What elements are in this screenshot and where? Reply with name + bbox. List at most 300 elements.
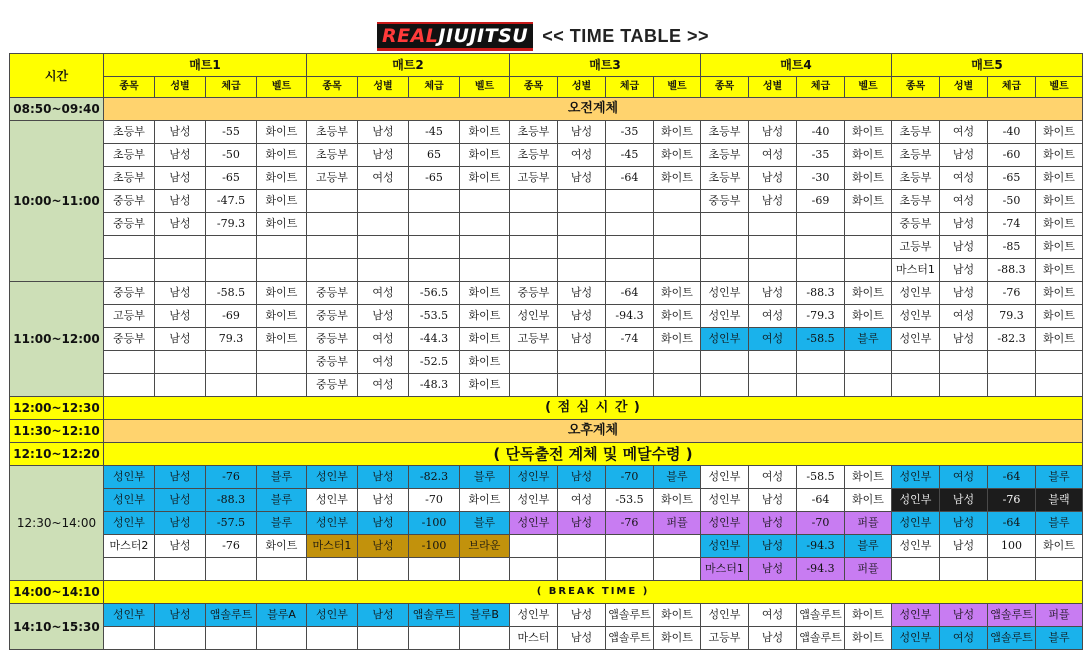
mat4-division-cell: 성인부	[701, 512, 749, 535]
mat5-weight-cell: -88.3	[988, 259, 1036, 282]
mat5-division-cell: 초등부	[892, 190, 940, 213]
mat2-division-cell: 중등부	[307, 305, 358, 328]
mat3-division-cell: 중등부	[510, 282, 558, 305]
mat4-division-cell	[701, 351, 749, 374]
time-slot: 12:30~14:00	[10, 466, 104, 581]
mat3-gender-cell	[558, 213, 606, 236]
sub-header-division: 종목	[510, 77, 558, 98]
mat2-division-cell: 성인부	[307, 512, 358, 535]
mat5-gender-cell	[940, 374, 988, 397]
mat1-gender-cell: 남성	[155, 121, 206, 144]
mat5-gender-cell: 남성	[940, 259, 988, 282]
mat3-division-cell	[510, 535, 558, 558]
mat2-weight-cell	[409, 558, 460, 581]
mat3-division-cell	[510, 351, 558, 374]
mat1-division-cell	[104, 627, 155, 650]
mat3-belt-cell	[654, 535, 701, 558]
mat1-weight-cell: -57.5	[206, 512, 257, 535]
mat1-division-cell: 성인부	[104, 604, 155, 627]
mat5-division-cell	[892, 351, 940, 374]
mat2-gender-cell: 남성	[358, 512, 409, 535]
mat5-weight-cell: 79.3	[988, 305, 1036, 328]
mat2-belt-cell: 블루	[460, 466, 510, 489]
mat5-gender-cell: 남성	[940, 213, 988, 236]
mat2-belt-cell: 화이트	[460, 121, 510, 144]
mat4-division-cell: 고등부	[701, 627, 749, 650]
mat5-belt-cell: 퍼플	[1036, 604, 1083, 627]
mat1-division-cell: 마스터2	[104, 535, 155, 558]
mat1-weight-cell: -88.3	[206, 489, 257, 512]
mat1-division-cell	[104, 259, 155, 282]
mat4-gender-cell: 남성	[749, 627, 797, 650]
table-row	[10, 604, 1083, 627]
mat4-weight-cell: -70	[797, 512, 845, 535]
mat2-division-cell: 마스터1	[307, 535, 358, 558]
mat2-division-cell: 중등부	[307, 374, 358, 397]
mat5-weight-cell: -64	[988, 466, 1036, 489]
mat4-division-cell: 성인부	[701, 604, 749, 627]
mat2-division-cell	[307, 627, 358, 650]
sub-header-weight: 체급	[606, 77, 654, 98]
mat2-gender-cell	[358, 190, 409, 213]
mat5-weight-cell: -40	[988, 121, 1036, 144]
mat4-gender-cell: 남성	[749, 558, 797, 581]
table-row	[10, 535, 1083, 558]
mat5-division-cell: 중등부	[892, 213, 940, 236]
mat3-belt-cell: 화이트	[654, 305, 701, 328]
mat2-weight-cell: -82.3	[409, 466, 460, 489]
mat4-gender-cell: 여성	[749, 604, 797, 627]
mat3-division-cell: 성인부	[510, 305, 558, 328]
mat2-belt-cell: 화이트	[460, 328, 510, 351]
mat3-gender-cell: 남성	[558, 167, 606, 190]
mat3-gender-cell	[558, 351, 606, 374]
band-row	[10, 98, 1083, 121]
mat3-belt-cell: 화이트	[654, 167, 701, 190]
table-row	[10, 374, 1083, 397]
table-row	[10, 236, 1083, 259]
mat5-weight-cell: -85	[988, 236, 1036, 259]
mat5-weight-cell: 앱솔루트	[988, 604, 1036, 627]
session-band: 오후계체	[104, 420, 1083, 443]
sub-header-gender: 성별	[940, 77, 988, 98]
mat2-gender-cell: 남성	[358, 604, 409, 627]
mat1-gender-cell: 남성	[155, 305, 206, 328]
mat3-weight-cell: -53.5	[606, 489, 654, 512]
sub-header-gender: 성별	[155, 77, 206, 98]
mat3-weight-cell: 앱솔루트	[606, 627, 654, 650]
mat5-belt-cell: 화이트	[1036, 144, 1083, 167]
sub-header-weight: 체급	[206, 77, 257, 98]
table-row	[10, 213, 1083, 236]
mat5-division-cell: 성인부	[892, 282, 940, 305]
mat2-gender-cell: 남성	[358, 121, 409, 144]
mat2-weight-cell: -65	[409, 167, 460, 190]
table-row	[10, 489, 1083, 512]
mat2-weight-cell	[409, 190, 460, 213]
mat2-belt-cell	[460, 259, 510, 282]
mat1-division-cell: 초등부	[104, 167, 155, 190]
mat2-gender-cell: 남성	[358, 305, 409, 328]
mat3-weight-cell	[606, 558, 654, 581]
mat2-weight-cell: -100	[409, 535, 460, 558]
sub-header-division: 종목	[104, 77, 155, 98]
mat5-division-cell: 성인부	[892, 604, 940, 627]
mat3-gender-cell: 남성	[558, 282, 606, 305]
mat1-weight-cell	[206, 627, 257, 650]
mat5-gender-cell	[940, 558, 988, 581]
realjiujitsu-logo: REALJIUJITSU	[377, 22, 533, 51]
mat5-weight-cell: -76	[988, 489, 1036, 512]
table-row	[10, 512, 1083, 535]
sub-header-belt: 벨트	[460, 77, 510, 98]
mat1-belt-cell: 화이트	[257, 213, 307, 236]
mat2-belt-cell: 화이트	[460, 305, 510, 328]
mat4-belt-cell: 퍼플	[845, 558, 892, 581]
mat3-gender-cell	[558, 558, 606, 581]
mat4-weight-cell	[797, 259, 845, 282]
mat2-belt-cell: 화이트	[460, 351, 510, 374]
mat1-belt-cell: 블루	[257, 512, 307, 535]
mat4-belt-cell	[845, 259, 892, 282]
mat5-weight-cell: -74	[988, 213, 1036, 236]
mat4-division-cell	[701, 259, 749, 282]
mat1-gender-cell: 남성	[155, 282, 206, 305]
mat-header-3: 매트3	[510, 54, 701, 77]
mat4-gender-cell: 여성	[749, 144, 797, 167]
mat4-weight-cell: -69	[797, 190, 845, 213]
mat1-weight-cell: -58.5	[206, 282, 257, 305]
mat5-gender-cell: 남성	[940, 236, 988, 259]
mat4-division-cell	[701, 213, 749, 236]
sub-header-belt: 벨트	[654, 77, 701, 98]
sub-header-gender: 성별	[358, 77, 409, 98]
sub-header-division: 종목	[701, 77, 749, 98]
mat3-division-cell	[510, 213, 558, 236]
mat2-weight-cell	[409, 259, 460, 282]
mat3-gender-cell: 여성	[558, 144, 606, 167]
mat4-belt-cell: 화이트	[845, 627, 892, 650]
mat3-weight-cell: -70	[606, 466, 654, 489]
mat2-gender-cell: 여성	[358, 328, 409, 351]
mat1-belt-cell: 화이트	[257, 121, 307, 144]
mat2-weight-cell	[409, 213, 460, 236]
mat2-division-cell	[307, 190, 358, 213]
mat1-belt-cell: 화이트	[257, 144, 307, 167]
mat1-gender-cell: 남성	[155, 466, 206, 489]
mat4-belt-cell: 화이트	[845, 144, 892, 167]
mat1-division-cell: 중등부	[104, 328, 155, 351]
mat5-weight-cell: -50	[988, 190, 1036, 213]
mat5-division-cell: 성인부	[892, 466, 940, 489]
mat2-gender-cell	[358, 236, 409, 259]
mat4-belt-cell: 화이트	[845, 466, 892, 489]
mat3-belt-cell	[654, 558, 701, 581]
mat4-belt-cell: 화이트	[845, 190, 892, 213]
table-row	[10, 466, 1083, 489]
mat3-weight-cell	[606, 259, 654, 282]
mat4-belt-cell	[845, 374, 892, 397]
mat2-gender-cell	[358, 627, 409, 650]
mat4-belt-cell: 화이트	[845, 167, 892, 190]
mat2-gender-cell: 여성	[358, 374, 409, 397]
mat5-division-cell: 성인부	[892, 305, 940, 328]
mat3-belt-cell	[654, 351, 701, 374]
mat5-weight-cell	[988, 558, 1036, 581]
mat2-division-cell: 초등부	[307, 121, 358, 144]
mat4-weight-cell: -79.3	[797, 305, 845, 328]
sub-header-weight: 체급	[409, 77, 460, 98]
table-row	[10, 259, 1083, 282]
mat5-gender-cell: 남성	[940, 604, 988, 627]
mat3-weight-cell	[606, 535, 654, 558]
mat5-division-cell: 성인부	[892, 512, 940, 535]
mat3-gender-cell: 여성	[558, 489, 606, 512]
mat4-division-cell: 초등부	[701, 167, 749, 190]
mat2-weight-cell: -45	[409, 121, 460, 144]
mat1-belt-cell: 화이트	[257, 305, 307, 328]
mat1-division-cell: 초등부	[104, 144, 155, 167]
mat2-gender-cell: 여성	[358, 282, 409, 305]
mat1-belt-cell	[257, 374, 307, 397]
mat4-weight-cell: 앱솔루트	[797, 604, 845, 627]
mat2-weight-cell: -44.3	[409, 328, 460, 351]
table-row	[10, 121, 1083, 144]
mat4-gender-cell	[749, 213, 797, 236]
mat2-belt-cell	[460, 558, 510, 581]
mat2-belt-cell: 브라운	[460, 535, 510, 558]
time-table	[9, 53, 1083, 650]
mat1-weight-cell: 79.3	[206, 328, 257, 351]
time-slot: 11:00~12:00	[10, 282, 104, 397]
mat1-division-cell: 성인부	[104, 466, 155, 489]
mat2-weight-cell: -53.5	[409, 305, 460, 328]
mat2-division-cell: 성인부	[307, 604, 358, 627]
mat2-belt-cell: 화이트	[460, 374, 510, 397]
time-slot: 12:10~12:20	[10, 443, 104, 466]
mat2-gender-cell: 여성	[358, 167, 409, 190]
mat3-weight-cell	[606, 374, 654, 397]
mat1-gender-cell	[155, 259, 206, 282]
mat4-division-cell: 성인부	[701, 305, 749, 328]
mat3-belt-cell	[654, 213, 701, 236]
mat3-weight-cell: -64	[606, 282, 654, 305]
mat5-division-cell: 고등부	[892, 236, 940, 259]
mat4-division-cell: 성인부	[701, 489, 749, 512]
mat5-belt-cell	[1036, 374, 1083, 397]
mat3-division-cell	[510, 190, 558, 213]
mat3-gender-cell	[558, 374, 606, 397]
mat5-gender-cell: 남성	[940, 144, 988, 167]
mat2-belt-cell	[460, 236, 510, 259]
mat3-gender-cell	[558, 259, 606, 282]
table-row	[10, 190, 1083, 213]
mat3-belt-cell	[654, 190, 701, 213]
mat3-division-cell: 성인부	[510, 466, 558, 489]
table-row	[10, 328, 1083, 351]
mat3-gender-cell: 남성	[558, 121, 606, 144]
mat5-gender-cell: 여성	[940, 121, 988, 144]
mat2-weight-cell: 65	[409, 144, 460, 167]
table-row	[10, 282, 1083, 305]
mat5-division-cell: 초등부	[892, 144, 940, 167]
mat1-weight-cell: -69	[206, 305, 257, 328]
mat3-belt-cell: 블루	[654, 466, 701, 489]
mat3-division-cell: 고등부	[510, 328, 558, 351]
mat2-belt-cell: 블루B	[460, 604, 510, 627]
mat1-weight-cell: -76	[206, 466, 257, 489]
mat1-division-cell	[104, 351, 155, 374]
mat4-weight-cell	[797, 374, 845, 397]
mat3-weight-cell: -35	[606, 121, 654, 144]
mat2-gender-cell: 남성	[358, 466, 409, 489]
mat3-weight-cell	[606, 236, 654, 259]
mat2-division-cell: 고등부	[307, 167, 358, 190]
mat2-gender-cell: 남성	[358, 489, 409, 512]
mat2-belt-cell: 화이트	[460, 282, 510, 305]
mat2-weight-cell	[409, 236, 460, 259]
mat5-belt-cell: 화이트	[1036, 213, 1083, 236]
mat3-division-cell	[510, 558, 558, 581]
sub-header-division: 종목	[307, 77, 358, 98]
mat3-division-cell	[510, 236, 558, 259]
mat1-weight-cell	[206, 259, 257, 282]
mat4-gender-cell: 남성	[749, 512, 797, 535]
mat4-gender-cell: 남성	[749, 167, 797, 190]
session-band: 오전계체	[104, 98, 1083, 121]
mat1-gender-cell	[155, 558, 206, 581]
mat2-division-cell: 성인부	[307, 489, 358, 512]
mat2-weight-cell: -70	[409, 489, 460, 512]
mat5-belt-cell: 블루	[1036, 512, 1083, 535]
title-text: << TIME TABLE >>	[542, 26, 709, 46]
table-row	[10, 627, 1083, 650]
mat5-weight-cell: 앱솔루트	[988, 627, 1036, 650]
mat1-division-cell: 중등부	[104, 282, 155, 305]
mat4-weight-cell: -30	[797, 167, 845, 190]
mat1-gender-cell: 남성	[155, 144, 206, 167]
mat4-belt-cell: 블루	[845, 535, 892, 558]
sub-header-division: 종목	[892, 77, 940, 98]
mat2-belt-cell	[460, 190, 510, 213]
mat4-belt-cell	[845, 351, 892, 374]
mat1-division-cell: 성인부	[104, 512, 155, 535]
mat4-weight-cell: -94.3	[797, 558, 845, 581]
mat4-gender-cell	[749, 374, 797, 397]
mat4-belt-cell: 화이트	[845, 489, 892, 512]
mat1-belt-cell	[257, 259, 307, 282]
mat5-weight-cell: -82.3	[988, 328, 1036, 351]
mat-header-5: 매트5	[892, 54, 1083, 77]
mat1-weight-cell: -47.5	[206, 190, 257, 213]
mat1-belt-cell	[257, 236, 307, 259]
mat5-division-cell: 성인부	[892, 328, 940, 351]
mat1-belt-cell	[257, 351, 307, 374]
mat3-belt-cell: 화이트	[654, 144, 701, 167]
mat4-belt-cell: 화이트	[845, 604, 892, 627]
mat3-division-cell	[510, 259, 558, 282]
mat2-weight-cell: -52.5	[409, 351, 460, 374]
mat5-weight-cell	[988, 374, 1036, 397]
mat3-division-cell: 성인부	[510, 604, 558, 627]
mat4-weight-cell: 앱솔루트	[797, 627, 845, 650]
mat4-gender-cell	[749, 351, 797, 374]
mat2-division-cell: 성인부	[307, 466, 358, 489]
mat2-division-cell: 중등부	[307, 328, 358, 351]
mat2-division-cell	[307, 558, 358, 581]
mat5-gender-cell: 여성	[940, 190, 988, 213]
mat4-division-cell: 중등부	[701, 190, 749, 213]
mat1-weight-cell: -76	[206, 535, 257, 558]
session-band: ( BREAK TIME )	[104, 581, 1083, 604]
mat3-division-cell: 성인부	[510, 512, 558, 535]
mat3-gender-cell: 남성	[558, 466, 606, 489]
header-mats-row	[10, 54, 1083, 77]
band-row	[10, 443, 1083, 466]
mat1-gender-cell: 남성	[155, 604, 206, 627]
mat2-weight-cell	[409, 627, 460, 650]
time-slot: 12:00~12:30	[10, 397, 104, 420]
mat4-division-cell: 초등부	[701, 121, 749, 144]
sub-header-gender: 성별	[558, 77, 606, 98]
mat3-division-cell: 고등부	[510, 167, 558, 190]
mat3-belt-cell: 화이트	[654, 282, 701, 305]
time-slot: 10:00~11:00	[10, 121, 104, 282]
mat5-gender-cell	[940, 351, 988, 374]
table-row	[10, 144, 1083, 167]
mat1-division-cell: 고등부	[104, 305, 155, 328]
mat5-gender-cell: 남성	[940, 328, 988, 351]
mat2-division-cell: 중등부	[307, 351, 358, 374]
sub-header-weight: 체급	[988, 77, 1036, 98]
mat1-gender-cell: 남성	[155, 328, 206, 351]
mat1-belt-cell	[257, 627, 307, 650]
mat2-gender-cell	[358, 558, 409, 581]
table-row	[10, 351, 1083, 374]
mat5-weight-cell	[988, 351, 1036, 374]
mat3-belt-cell: 화이트	[654, 328, 701, 351]
mat5-weight-cell: -64	[988, 512, 1036, 535]
mat4-division-cell	[701, 236, 749, 259]
time-slot: 14:10~15:30	[10, 604, 104, 650]
mat3-gender-cell	[558, 236, 606, 259]
mat-header-4: 매트4	[701, 54, 892, 77]
mat1-belt-cell: 화이트	[257, 190, 307, 213]
mat5-gender-cell: 남성	[940, 489, 988, 512]
mat5-weight-cell: 100	[988, 535, 1036, 558]
mat-header-2: 매트2	[307, 54, 510, 77]
mat4-weight-cell: -88.3	[797, 282, 845, 305]
mat4-weight-cell: -94.3	[797, 535, 845, 558]
mat1-weight-cell: -55	[206, 121, 257, 144]
mat3-weight-cell	[606, 351, 654, 374]
mat5-belt-cell: 화이트	[1036, 535, 1083, 558]
mat3-gender-cell	[558, 535, 606, 558]
header-sub-row	[10, 77, 1083, 98]
mat5-division-cell	[892, 558, 940, 581]
mat2-belt-cell	[460, 627, 510, 650]
mat4-gender-cell: 남성	[749, 282, 797, 305]
time-slot: 08:50~09:40	[10, 98, 104, 121]
mat4-division-cell	[701, 374, 749, 397]
band-row	[10, 397, 1083, 420]
mat3-weight-cell	[606, 213, 654, 236]
mat4-gender-cell: 남성	[749, 121, 797, 144]
mat4-belt-cell	[845, 236, 892, 259]
mat3-division-cell: 초등부	[510, 144, 558, 167]
mat1-gender-cell: 남성	[155, 512, 206, 535]
mat1-division-cell: 성인부	[104, 489, 155, 512]
